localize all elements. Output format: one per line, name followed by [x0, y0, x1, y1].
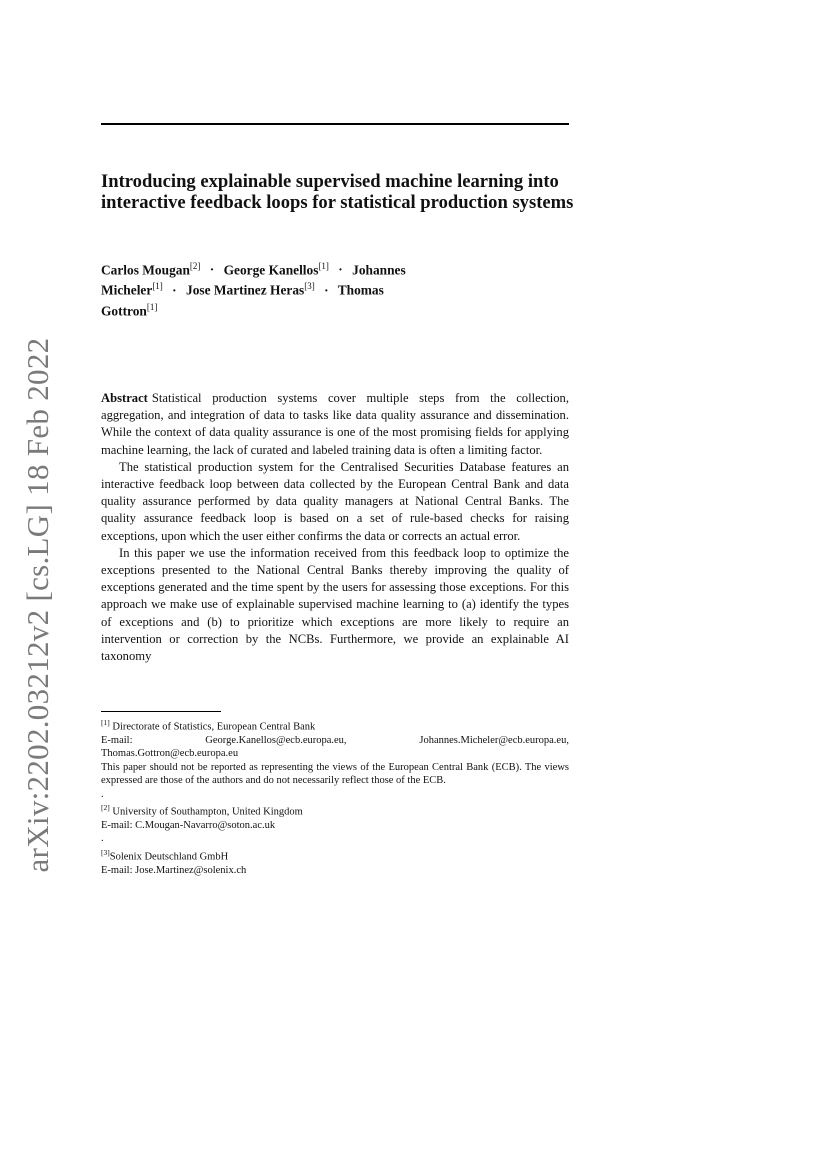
- email-address: E-mail: Jose.Martinez@solenix.ch: [101, 864, 247, 876]
- footnote-affiliation: Solenix Deutschland GmbH: [109, 851, 229, 863]
- author-name: Thomas Gottron: [101, 282, 384, 319]
- footnote-mark: [3]: [101, 847, 110, 857]
- author-name: Jose Martinez Heras: [186, 282, 305, 298]
- author-list: [101, 258, 421, 319]
- author-name: Carlos Mougan: [101, 262, 190, 278]
- email-address: Johannes.Micheler@ecb.europa.eu,: [419, 734, 569, 746]
- author-affiliation: [1]: [152, 281, 163, 292]
- footnote-affiliation: University of Southampton, United Kingdom: [112, 806, 303, 818]
- email-address: George.Kanellos@ecb.europa.eu,: [205, 734, 347, 746]
- author-affiliation: [1]: [318, 261, 329, 271]
- author-name: George Kanellos: [223, 262, 319, 278]
- footnote-2: [101, 801, 569, 819]
- abstract-paragraph: In this paper we use the information received from this feedback loop to optimize the exceptions presented to the National Central Banks thereby improving the quality of exceptions generated and the time spent by the users for assessing those exceptions. For this approach we make use of explainable supervised machine learning to (a) identify the types of exceptions and (b) to prioritize which exceptions are more likely to require an intervention or correction by the NCBs. Furthermore, we provide an explainable AI taxonomy: [101, 545, 569, 664]
- author-separator: ·: [338, 262, 343, 278]
- email-label: E-mail:: [101, 734, 133, 746]
- footnote-disclaimer: This paper should not be reported as representing the views of the European Central Bank (ECB). The views expressed are those of the authors and do not necessarily reflect those of the ECB.: [101, 761, 569, 787]
- header-rule: [101, 123, 569, 125]
- footnote-mark: [2]: [101, 802, 110, 812]
- author-affiliation: [3]: [304, 281, 315, 292]
- abstract-text: Statistical production systems cover multiple steps from the collection, aggregation, and integration of data to tasks like data quality assurance and dissemination. While the context of data quality assurance is one of the most promising fields for applying machine learning, the lack of curated and labeled training data is often a limiting factor.: [101, 391, 569, 457]
- footnote-affiliation: Directorate of Statistics, European Central Bank: [112, 721, 316, 733]
- email-address: E-mail: C.Mougan-Navarro@soton.ac.uk: [101, 819, 276, 831]
- arxiv-sidebar: [18, 337, 58, 873]
- footnote-dot: .: [101, 788, 104, 800]
- abstract: [101, 390, 569, 665]
- footnote-rule: [101, 711, 221, 712]
- abstract-paragraph: [101, 390, 569, 459]
- footnote-email-row: [101, 734, 569, 747]
- author-separator: ·: [172, 282, 177, 298]
- author-affiliation: [2]: [189, 261, 201, 271]
- author-separator: ·: [209, 262, 215, 278]
- abstract-paragraph: The statistical production system for the Centralised Securities Database features an interactive feedback loop between data collected by the European Central Bank and data quality assurance performed by data quality managers at National Central Banks. The quality assurance feedback loop is based on a set of rule-based checks for raising exceptions, upon which the user either confirms the data or corrects an actual error.: [101, 459, 569, 543]
- email-address: Thomas.Gottron@ecb.europa.eu: [101, 748, 239, 760]
- paper-title: Introducing explainable supervised machine learning into interactive feedback loops for statistical production systems: [101, 171, 574, 213]
- arxiv-identifier: arXiv:2202.03212v2 [cs.LG] 18 Feb 2022: [20, 337, 55, 873]
- author-affiliation: [1]: [146, 301, 158, 312]
- footnote-dot: .: [101, 833, 104, 845]
- footnote-1: [101, 716, 569, 734]
- footnote-3: [101, 846, 569, 864]
- footnote-mark: [1]: [101, 718, 110, 727]
- footnotes: [101, 716, 569, 877]
- author-separator: ·: [324, 282, 329, 298]
- author-name: Johannes Micheler: [101, 262, 406, 298]
- abstract-label: Abstract: [101, 391, 148, 405]
